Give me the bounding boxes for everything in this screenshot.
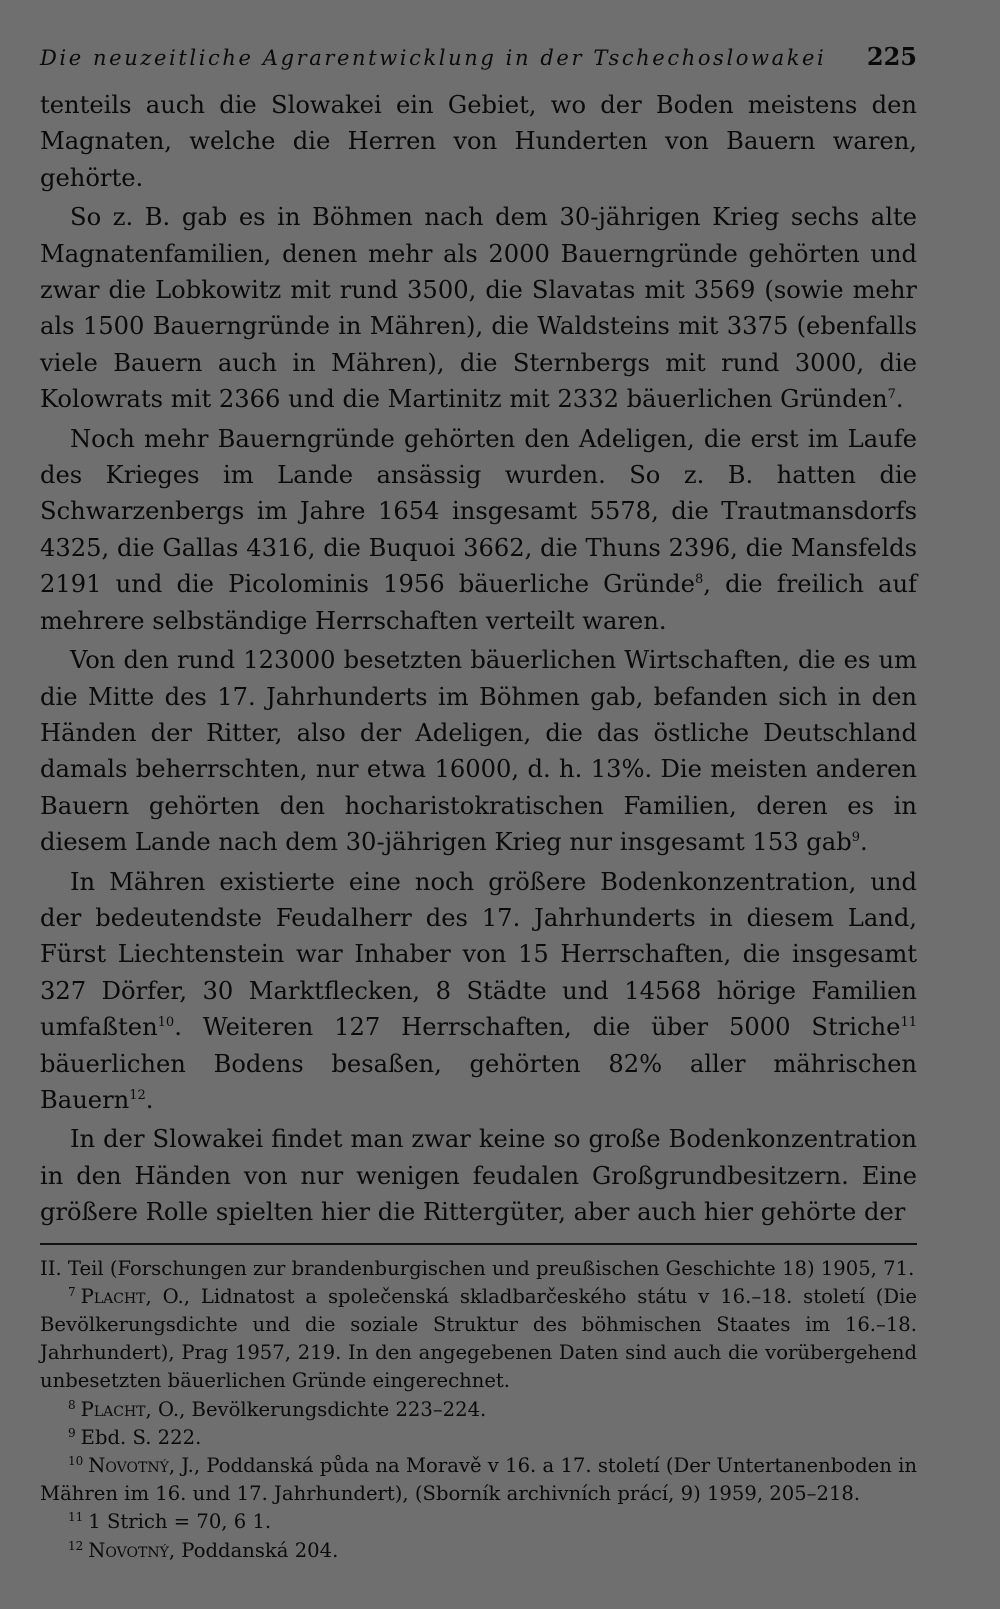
text-run: bäuerlichen Bodens besaßen, gehörten 82% aller mährischen Bauern — [40, 1049, 917, 1114]
text-run: So z. B. gab es in Böhmen nach dem 30-jährigen Krieg sechs alte Magnatenfamilien, denen mehr als 2000 Bauerngründe gehörten und zwar die Lobkowitz mit rund 3500, die Slavatas mit 3569 (sowie mehr als 1500 Bauerngründe in Mähren), die Waldsteins mit 3375 (ebenfalls viele Bauern auch in Mähren), die Sternbergs mit rund 3000, die Kolowrats mit 2366 und die Martinitz mit 2332 bäuerlichen Gründen — [40, 203, 917, 414]
footnote — [40, 1396, 917, 1424]
footnote-number: 11 — [68, 1510, 84, 1525]
author-name: Placht — [80, 1397, 146, 1421]
text-run: Ebd. S. 222. — [80, 1425, 202, 1449]
footnote-reference: 7 — [887, 387, 896, 403]
text-run: In Mähren existierte eine noch größere Bodenkonzentration, und der bedeutendste Feudalherr des 17. Jahrhunderts in diesem Land, Fürst Liechtenstein war Inhaber von 15 Herrschaften, die insgesamt 327 Dörfer, 30 Marktflecken, 8 Städte und 14568 hörige Familien umfaßten — [40, 867, 917, 1042]
footnote — [40, 1508, 917, 1536]
paragraph — [40, 642, 917, 860]
text-run: In der Slowakei findet man zwar keine so große Bodenkonzentration in den Händen von nur wenigen feudalen Großgrundbesitzern. Eine größere Rolle spielten hier die Rittergüter, aber auch hier gehörte der — [40, 1125, 917, 1227]
author-name: Novotný — [88, 1454, 169, 1478]
footnote — [40, 1255, 917, 1283]
footnote — [40, 1283, 917, 1396]
paragraph — [40, 199, 917, 417]
footnote-reference: 11 — [900, 1015, 917, 1031]
text-run: . — [895, 385, 904, 414]
footnote-number: 9 — [68, 1425, 76, 1440]
author-name: Placht — [80, 1284, 146, 1308]
body-text — [40, 87, 917, 1231]
text-run: , J., Poddanská půda na Moravě v 16. a 17. století (Der Untertanenboden in Mähren im 16. und 17. Jahrhundert), (Sborník archivních prácí, 9) 1959, 205–218. — [40, 1454, 917, 1506]
text-run: tenteils auch die Slowakei ein Gebiet, wo der Boden meistens den Magnaten, welche die Herren von Hunderten von Bauern waren, gehörte. — [40, 91, 917, 192]
text-run: 1 Strich = 70, 6 1. — [88, 1510, 272, 1534]
text-run: . Weiteren 127 Herrschaften, die über 5000 Striche — [174, 1013, 901, 1042]
page-number: 225 — [866, 42, 917, 71]
paragraph — [40, 864, 917, 1119]
text-run: , O., Bevölkerungsdichte 223–224. — [145, 1397, 487, 1421]
footnotes — [40, 1255, 917, 1565]
footnote-number: 10 — [68, 1454, 84, 1469]
author-name: Novotný — [88, 1538, 169, 1562]
text-run: . — [859, 828, 868, 857]
running-head — [40, 42, 917, 71]
footnote-reference: 12 — [129, 1087, 146, 1103]
footnote — [40, 1537, 917, 1565]
text-run: , die freilich auf mehrere selbständige Herrschaften verteilt waren. — [40, 570, 917, 635]
paragraph — [40, 421, 917, 639]
footnote-separator — [40, 1243, 917, 1245]
footnote-number: 8 — [68, 1397, 76, 1412]
text-run: II. Teil (Forschungen zur brandenburgischen und preußischen Geschichte 18) 1905, 71. — [40, 1256, 915, 1280]
footnote — [40, 1452, 917, 1508]
text-run: Noch mehr Bauerngründe gehörten den Adeligen, die erst im Laufe des Krieges im Lande ansässig wurden. So z. B. hatten die Schwarzenbergs im Jahre 1654 insgesamt 5578, die Trautmansdorfs 4325, die Gallas 4316, die Buquoi 3662, die Thuns 2396, die Mansfelds 2191 und die Picolominis 1956 bäuerliche Gründe — [40, 424, 917, 599]
footnote-number: 7 — [68, 1284, 76, 1299]
text-run: , Poddanská 204. — [168, 1538, 339, 1562]
footnote-reference: 8 — [694, 572, 704, 588]
text-run: . — [145, 1085, 154, 1114]
paragraph — [40, 1121, 917, 1230]
footnote — [40, 1424, 917, 1452]
footnote-reference: 9 — [851, 830, 860, 846]
paragraph — [40, 87, 917, 196]
footnote-reference: 10 — [157, 1015, 175, 1031]
text-run: , O., Lidnatost a společenská skladbarčeského státu v 16.–18. století (Die Bevölkerungsdichte und die soziale Struktur des böhmischen Staates im 16.–18. Jahrhundert), Prag 1957, 219. In den angegebenen Daten sind auch die vorübergehend unbesetzten bäuerlichen Gründe eingerechnet. — [40, 1284, 917, 1393]
text-run: Von den rund 123000 besetzten bäuerlichen Wirtschaften, die es um die Mitte des 17. Jahrhunderts im Böhmen gab, befanden sich in den Händen der Ritter, also der Adeligen, die das östliche Deutschland damals beherrschten, nur etwa 16000, d. h. 13%. Die meisten anderen Bauern gehörten den hocharistokratischen Familien, deren es in diesem Lande nach dem 30-jährigen Krieg nur insgesamt 153 gab — [40, 646, 917, 857]
footnote-number: 12 — [68, 1538, 84, 1553]
running-title: Die neuzeitliche Agrarentwicklung in der Tschechoslowakei — [40, 46, 827, 70]
